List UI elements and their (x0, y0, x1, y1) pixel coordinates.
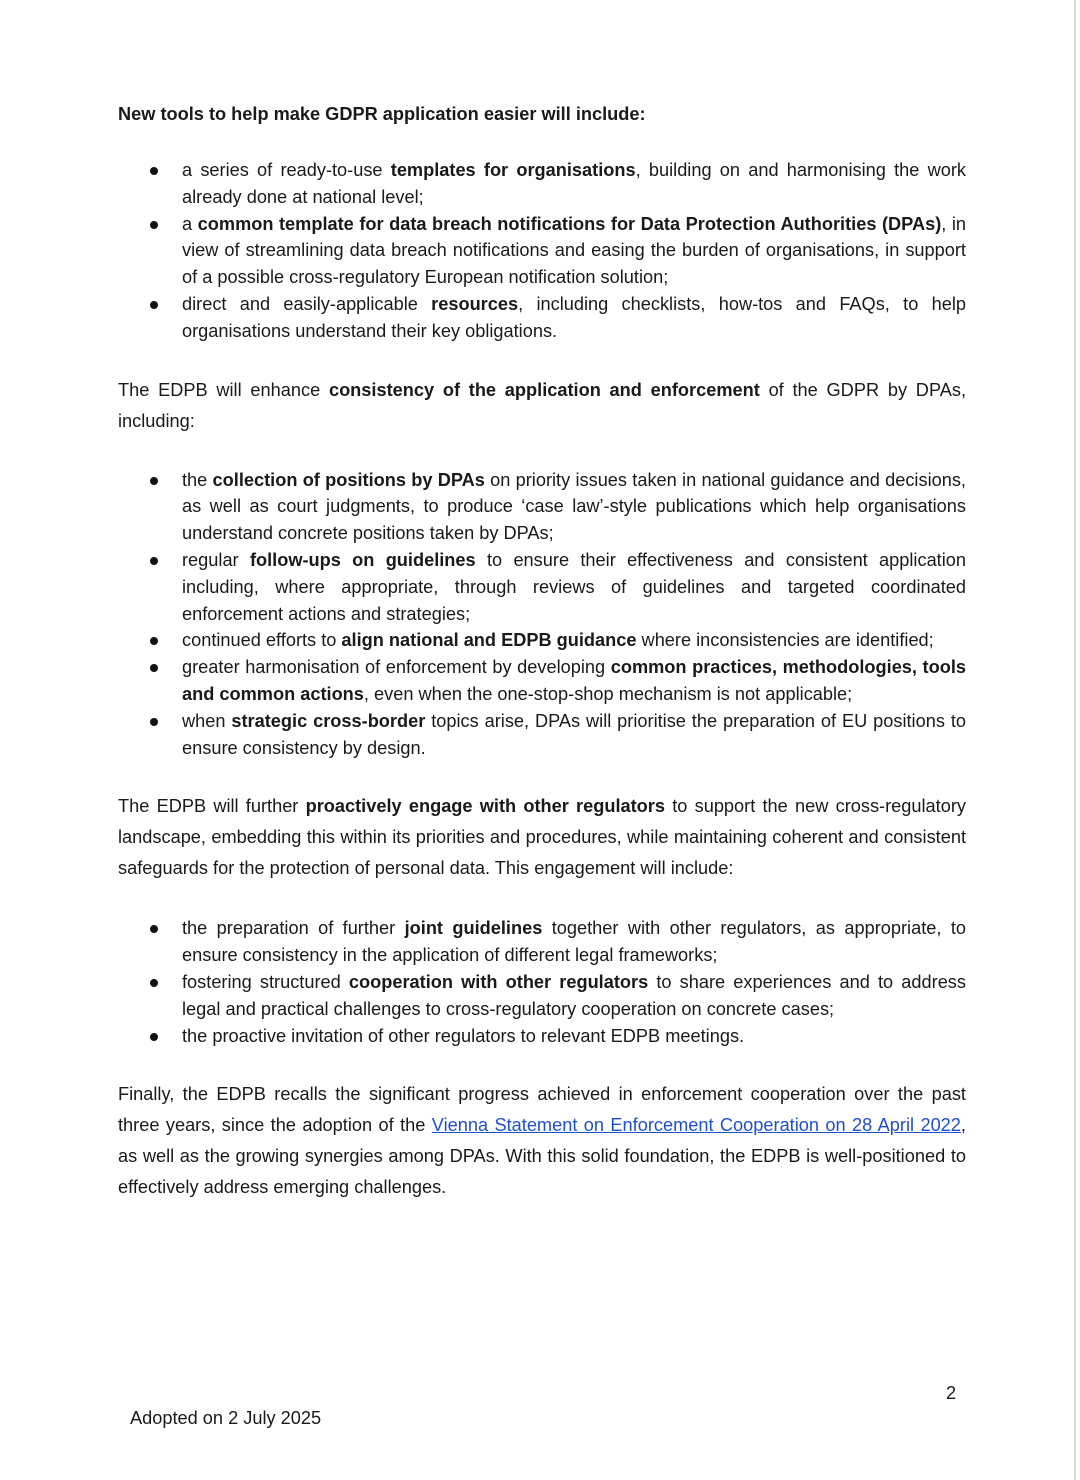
engagement-list (118, 915, 966, 1049)
bullet-icon (150, 167, 158, 175)
list-item: direct and easily-applicable resources, including checklists, how-tos and FAQs, to help organisations understand their key obligations. (118, 291, 966, 345)
consistency-paragraph: The EDPB will enhance consistency of the application and enforcement of the GDPR by DPAs, including: (118, 379, 967, 431)
list-item: fostering structured cooperation with other regulators to share experiences and to address legal and practical challenges to cross-regulatory cooperation on concrete cases; (118, 969, 966, 1023)
bullet-icon (150, 221, 158, 229)
bullet-icon (150, 979, 158, 987)
list-item: a common template for data breach notifications for Data Protection Authorities (DPAs), in view of streamlining data breach notifications and easing the burden of organisations, in support of a possible cross-regulatory European notification solution; (118, 211, 966, 291)
bullet-icon (150, 718, 158, 726)
document-body (118, 100, 966, 1203)
list-item: a series of ready-to-use templates for organisations, building on and harmonising the work already done at national level; (118, 157, 966, 211)
list-item: the collection of positions by DPAs on priority issues taken in national guidance and decisions, as well as court judgments, to produce ‘case law’-style publications which help organisations understand concrete positions taken by DPAs; (118, 467, 966, 547)
engagement-paragraph: The EDPB will further proactively engage with other regulators to support the new cross-regulatory landscape, embedding this within its priorities and procedures, while maintaining coherent and consistent safeguards for the protection of personal data. This engagement will include: (118, 796, 966, 879)
vienna-statement-link[interactable]: Vienna Statement on Enforcement Cooperation on 28 April 2022 (431, 1115, 961, 1136)
adoption-footer: Adopted on 2 July 2025 (130, 1408, 322, 1428)
consistency-list (118, 467, 966, 762)
templates-list (118, 157, 966, 345)
list-item: greater harmonisation of enforcement by developing common practices, methodologies, tools and common actions, even when the one-stop-shop mechanism is not applicable; (118, 654, 966, 708)
bullet-icon (150, 664, 158, 672)
bullet-icon (150, 637, 158, 645)
list-item: continued efforts to align national and EDPB guidance where inconsistencies are identified; (118, 627, 966, 654)
section-heading: New tools to help make GDPR application easier will include: (118, 104, 646, 124)
bullet-icon (150, 301, 158, 309)
list-item: the preparation of further joint guidelines together with other regulators, as appropriate, to ensure consistency in the application of different legal frameworks; (118, 915, 966, 969)
page-number: 2 (946, 1383, 957, 1403)
bullet-icon (150, 925, 158, 933)
bullet-icon (150, 1033, 158, 1041)
list-item: regular follow-ups on guidelines to ensure their effectiveness and consistent application including, where appropriate, through reviews of guidelines and targeted coordinated enforcement actions and strategies; (118, 547, 966, 627)
final-paragraph: Finally, the EDPB recalls the significant progress achieved in enforcement cooperation over the past three years, since the adoption of the Vienna Statement on Enforcement Cooperation on 28 April 2022, as well as the growing synergies among DPAs. With this solid foundation, the EDPB is well-positioned to effectively address emerging challenges. (118, 1084, 966, 1198)
bullet-icon (150, 557, 158, 565)
page-edge (1074, 0, 1076, 1480)
bullet-icon (150, 477, 158, 485)
list-item: when strategic cross-border topics arise, DPAs will prioritise the preparation of EU positions to ensure consistency by design. (118, 708, 966, 762)
list-item: the proactive invitation of other regulators to relevant EDPB meetings. (118, 1023, 966, 1050)
